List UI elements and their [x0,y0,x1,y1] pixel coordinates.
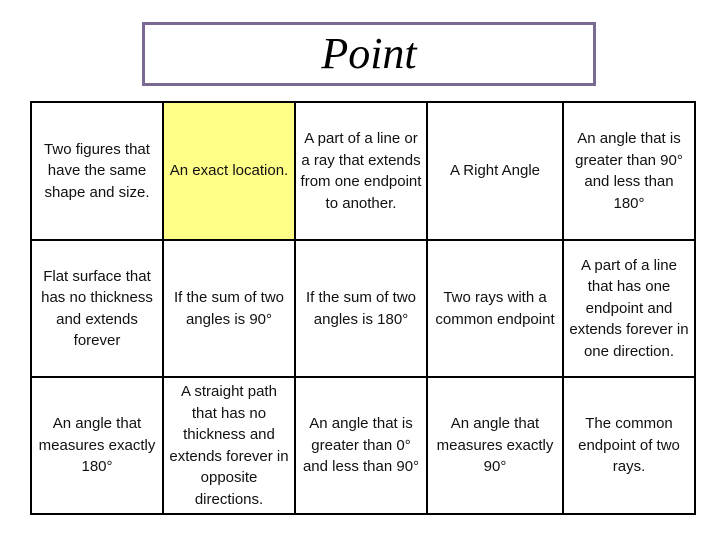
cell-text: An angle that measures exactly 90° [436,415,554,476]
grid-cell-r3-c3[interactable] [294,376,428,515]
grid-cell-r1-c2[interactable] [162,101,296,241]
grid-cell-r3-c1[interactable] [30,376,164,515]
vocabulary-grid [30,101,696,515]
title-box [142,22,596,86]
grid-cell-r3-c4[interactable] [426,376,564,515]
cell-text: If the sum of two angles is 180° [305,289,417,328]
cell-text: An angle that measures exactly 180° [38,415,156,476]
cell-text: A straight path that has no thickness and extends forever in opposite directions. [169,383,289,508]
grid-cell-r1-c4[interactable] [426,101,564,241]
cell-text: An angle that is greater than 0° and less than 90° [302,415,420,476]
cell-text: Two figures that have the same shape and size. [44,140,150,201]
grid-cell-r2-c2[interactable] [162,239,296,378]
grid-cell-r1-c1[interactable] [30,101,164,241]
cell-text: A part of a line that has one endpoint and extends forever in one direction. [569,256,689,360]
cell-text: A part of a line or a ray that extends from one endpoint to another. [300,130,422,212]
grid-cell-r1-c5[interactable] [562,101,696,241]
cell-text: An exact location. [169,162,289,180]
grid-cell-r2-c5[interactable] [562,239,696,378]
page-title: Point [321,29,417,78]
grid-cell-r1-c3[interactable] [294,101,428,241]
grid-cell-r3-c5[interactable] [562,376,696,515]
cell-text: A Right Angle [449,162,541,180]
grid-cell-r2-c3[interactable] [294,239,428,378]
cell-text: The common endpoint of two rays. [578,415,680,476]
grid-cell-r3-c2[interactable] [162,376,296,515]
grid-cell-r2-c4[interactable] [426,239,564,378]
cell-text: If the sum of two angles is 90° [173,289,285,328]
cell-text: An angle that is greater than 90° and less than 180° [575,130,683,212]
cell-text: Two rays with a common endpoint [435,289,555,328]
grid-cell-r2-c1[interactable] [30,239,164,378]
cell-text: Flat surface that has no thickness and extends forever [41,267,153,349]
